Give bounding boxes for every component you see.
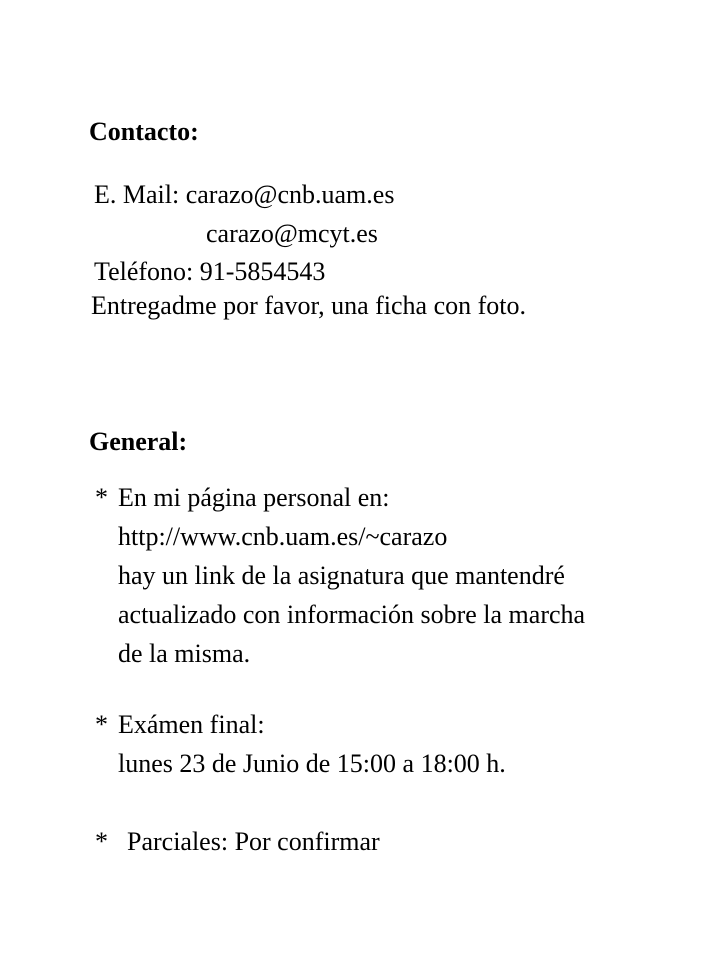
- general-item1-line1: En mi página personal en:: [118, 483, 390, 512]
- contact-phone-line: Teléfono: 91-5854543: [94, 257, 326, 286]
- general-item1-line5: de la misma.: [118, 639, 251, 668]
- general-item1-line4: actualizado con información sobre la marcha: [118, 600, 586, 629]
- general-item1-bullet: *: [95, 483, 108, 512]
- general-item1-line3: hay un link de la asignatura que mantendré: [118, 561, 565, 590]
- general-item2-bullet: *: [95, 710, 108, 739]
- contact-email-line-2: carazo@mcyt.es: [206, 219, 378, 248]
- contact-email-line: E. Mail: carazo@cnb.uam.es: [94, 180, 395, 209]
- general-heading: General:: [89, 427, 188, 456]
- general-item2-line2: lunes 23 de Junio de 15:00 a 18:00 h.: [118, 749, 506, 778]
- general-item2-line1: Exámen final:: [118, 710, 265, 739]
- general-item1-url: http://www.cnb.uam.es/~carazo: [118, 522, 448, 551]
- contact-request-line: Entregadme por favor, una ficha con foto.: [91, 291, 527, 320]
- general-item3-bullet: *: [95, 827, 108, 856]
- contact-heading: Contacto:: [89, 117, 199, 146]
- general-item3-text: Parciales: Por confirmar: [127, 827, 380, 856]
